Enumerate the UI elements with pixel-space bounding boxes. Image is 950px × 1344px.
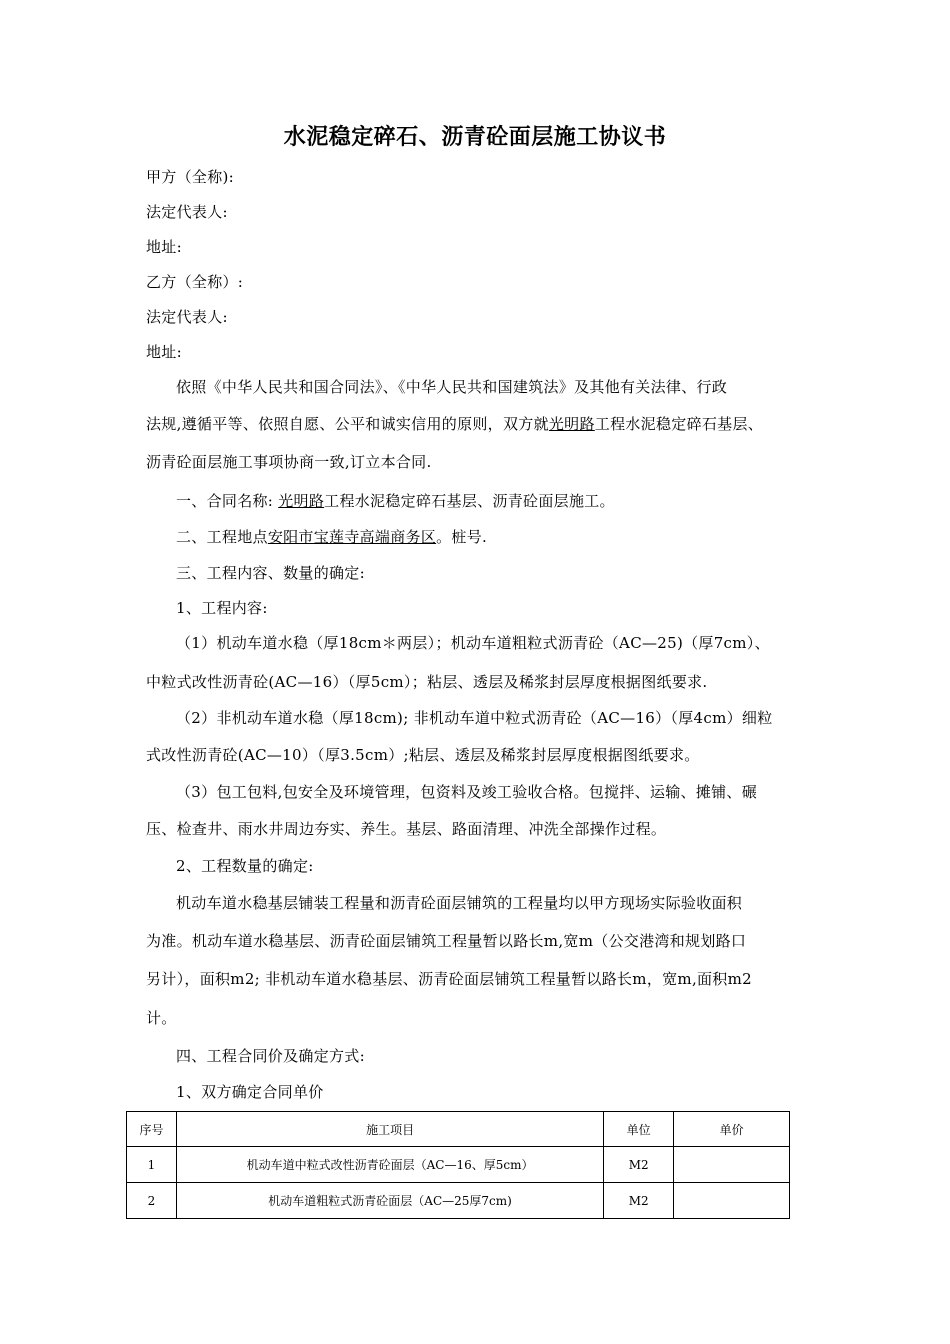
section-1-contract-name [176, 490, 615, 511]
table-row [127, 1183, 790, 1219]
party-b-name: 乙方（全称）: [146, 273, 244, 291]
item-1-line-2: 中粒式改性沥青砼(AC—16）（厚5cm）；粘层、透层及稀浆封层厚度根据图纸要求. [146, 673, 708, 691]
cell-item: 机动车道粗粒式沥青砼面层（AC—25厚7cm) [176, 1183, 603, 1219]
section-3-heading: 三、工程内容、数量的确定: [176, 564, 365, 582]
document-title: 水泥稳定碎石、沥青砼面层施工协议书 [283, 124, 667, 150]
section-3-2-heading: 2、工程数量的确定: [176, 857, 314, 875]
project-location: 安阳市宝莲寺高端商务区 [267, 528, 437, 546]
section-text: 。桩号. [436, 528, 488, 546]
cell-price[interactable] [674, 1147, 790, 1183]
intro-text: 工程水泥稳定碎石基层、 [594, 415, 764, 433]
table-header-row [127, 1112, 790, 1147]
table-row [127, 1147, 790, 1183]
section-4-heading: 四、工程合同价及确定方式: [176, 1047, 365, 1065]
party-a-representative: 法定代表人: [146, 203, 228, 221]
header-price: 单价 [674, 1112, 790, 1147]
item-3-line-2: 压、检查井、雨水井周边夯实、养生。基层、路面清理、冲洗全部操作过程。 [146, 820, 667, 838]
intro-text: 法规,遵循平等、依照自愿、公平和诚实信用的原则，双方就 [146, 415, 549, 433]
intro-line-3: 沥青砼面层施工事项协商一致,订立本合同. [146, 453, 432, 471]
item-2-line-1: （2）非机动车道水稳（厚18cm); 非机动车道中粒式沥青砼（AC—16）（厚4cm）细粒 [176, 709, 773, 727]
cell-no: 2 [127, 1183, 177, 1219]
item-3-line-1: （3）包工包料,包安全及环境管理，包资料及竣工验收合格。包搅拌、运输、摊铺、碾 [176, 783, 758, 801]
section-text: 一、合同名称: [176, 492, 279, 510]
section-4-1-heading: 1、双方确定合同单价 [176, 1083, 324, 1101]
cell-price[interactable] [674, 1183, 790, 1219]
party-b-representative: 法定代表人: [146, 308, 228, 326]
header-no: 序号 [127, 1112, 177, 1147]
section-2-location [176, 526, 487, 547]
cell-item: 机动车道中粒式改性沥青砼面层（AC—16、厚5cm） [176, 1147, 603, 1183]
item-1-line-1: （1）机动车道水稳（厚18cm＊两层）；机动车道粗粒式沥青砼（AC—25)（厚7cm）、 [176, 634, 770, 652]
section-3-1-heading: 1、工程内容: [176, 599, 268, 617]
item-2-line-2: 式改性沥青砼(AC—10）（厚3.5cm）;粘层、透层及稀浆封层厚度根据图纸要求。 [146, 746, 700, 764]
project-name: 光明路 [278, 492, 325, 510]
party-a-address: 地址: [146, 238, 182, 256]
intro-line-1: 依照《中华人民共和国合同法》、《中华人民共和国建筑法》及其他有关法律、行政 [176, 378, 728, 396]
unit-price-table [126, 1111, 790, 1219]
section-text: 二、工程地点 [176, 528, 268, 546]
quantity-line-2: 为准。机动车道水稳基层、沥青砼面层铺筑工程量暂以路长m,宽m（公交港湾和规划路口 [146, 932, 747, 950]
cell-no: 1 [127, 1147, 177, 1183]
header-item: 施工项目 [176, 1112, 603, 1147]
cell-unit: M2 [604, 1147, 674, 1183]
quantity-line-4: 计。 [146, 1009, 177, 1027]
intro-line-2 [146, 413, 763, 434]
quantity-line-1: 机动车道水稳基层铺装工程量和沥青砼面层铺筑的工程量均以甲方现场实际验收面积 [176, 894, 743, 912]
party-b-address: 地址: [146, 343, 182, 361]
project-name: 光明路 [548, 415, 595, 433]
section-text: 工程水泥稳定碎石基层、沥青砼面层施工。 [324, 492, 615, 510]
quantity-line-3: 另计），面积m2; 非机动车道水稳基层、沥青砼面层铺筑工程量暂以路长m，宽m,面积m2 [146, 970, 752, 988]
header-unit: 单位 [604, 1112, 674, 1147]
party-a-name: 甲方（全称): [146, 168, 235, 186]
cell-unit: M2 [604, 1183, 674, 1219]
